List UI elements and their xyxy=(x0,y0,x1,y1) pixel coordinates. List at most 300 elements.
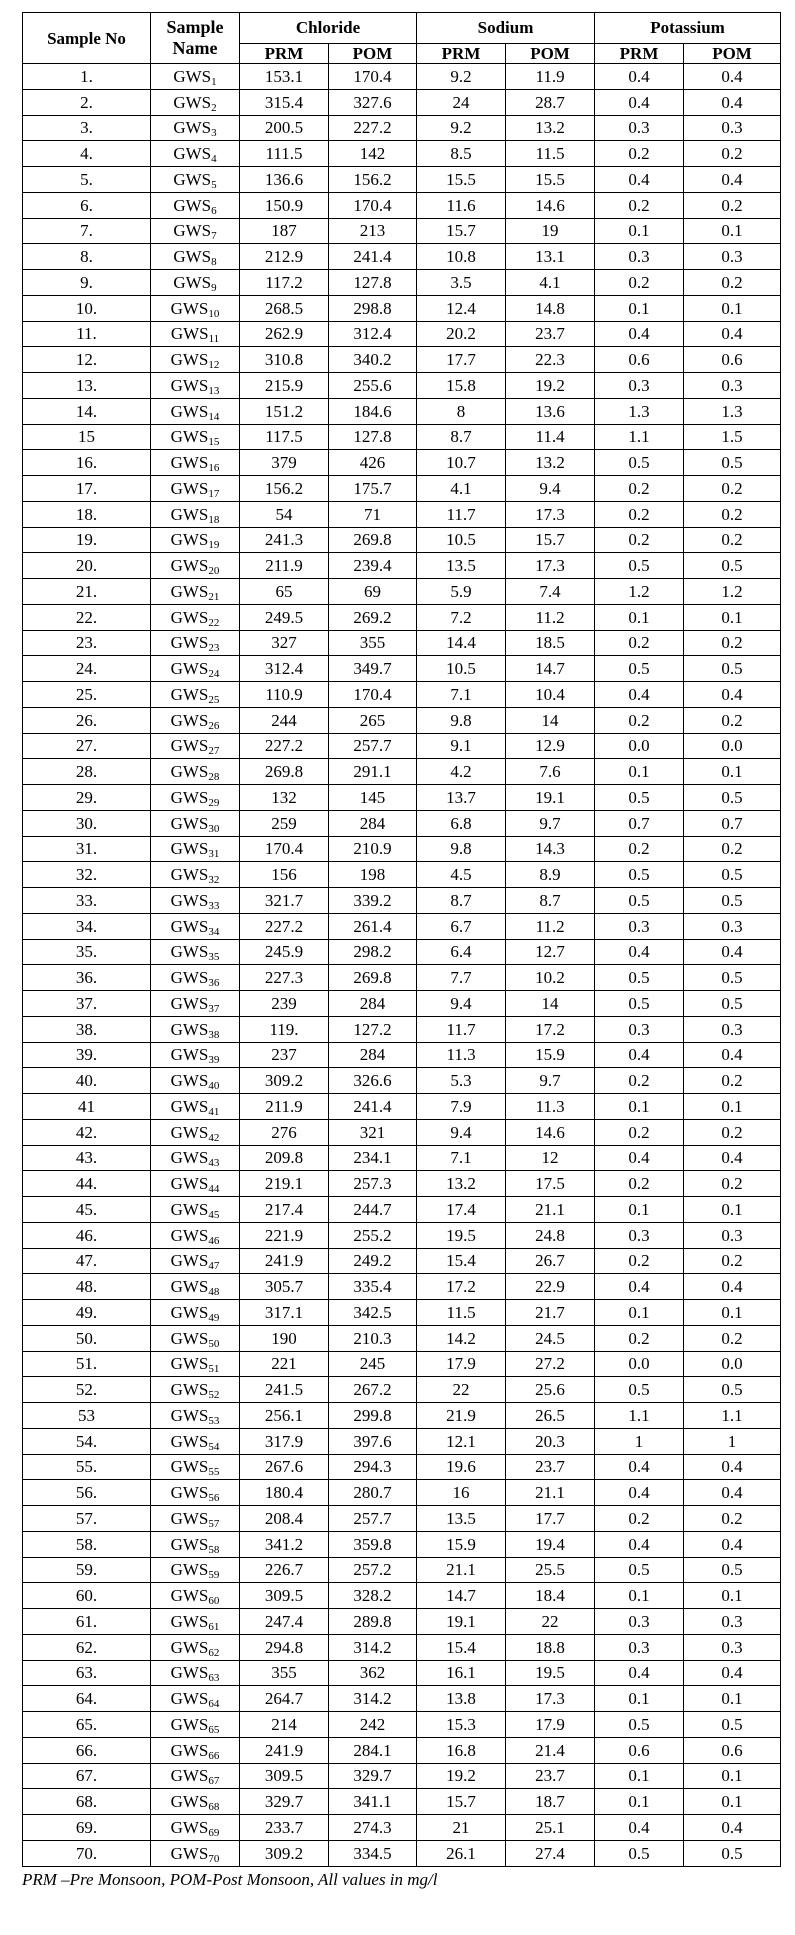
cell-potassium-prm: 0.3 xyxy=(595,1609,684,1635)
cell-chloride-pom: 362 xyxy=(329,1660,417,1686)
cell-potassium-pom: 0.3 xyxy=(684,1609,781,1635)
cell-sample-no: 42. xyxy=(23,1119,151,1145)
cell-chloride-prm: 190 xyxy=(240,1325,329,1351)
cell-sample-name xyxy=(151,1609,240,1635)
cell-potassium-prm: 0.5 xyxy=(595,965,684,991)
cell-potassium-prm: 0.5 xyxy=(595,862,684,888)
cell-sodium-pom: 14.6 xyxy=(506,1119,595,1145)
cell-sodium-prm: 4.1 xyxy=(417,476,506,502)
sample-name-prefix: GWS xyxy=(170,324,209,344)
cell-chloride-prm: 256.1 xyxy=(240,1403,329,1429)
cell-sodium-pom: 11.2 xyxy=(506,913,595,939)
cell-chloride-pom: 269.8 xyxy=(329,965,417,991)
cell-potassium-prm: 0.3 xyxy=(595,115,684,141)
cell-potassium-pom: 0.2 xyxy=(684,630,781,656)
cell-sodium-pom: 9.7 xyxy=(506,1068,595,1094)
cell-sodium-prm: 15.7 xyxy=(417,1789,506,1815)
cell-chloride-pom: 298.2 xyxy=(329,939,417,965)
cell-chloride-prm: 317.1 xyxy=(240,1300,329,1326)
cell-sodium-pom: 12.7 xyxy=(506,939,595,965)
cell-potassium-prm: 0.2 xyxy=(595,1068,684,1094)
cell-sodium-pom: 22.9 xyxy=(506,1274,595,1300)
sample-name-index: 36 xyxy=(208,977,220,990)
cell-chloride-pom: 339.2 xyxy=(329,888,417,914)
sample-name-index: 61 xyxy=(208,1620,220,1633)
cell-sodium-prm: 13.5 xyxy=(417,553,506,579)
sample-name-prefix: GWS xyxy=(170,427,209,447)
cell-potassium-prm: 0.5 xyxy=(595,1377,684,1403)
sample-name-index: 30 xyxy=(208,822,220,835)
cell-sample-no: 32. xyxy=(23,862,151,888)
table-row xyxy=(23,501,781,527)
cell-chloride-pom: 340.2 xyxy=(329,347,417,373)
sample-name-index: 51 xyxy=(208,1363,220,1376)
sample-name-prefix: GWS xyxy=(173,169,212,189)
table-row xyxy=(23,1815,781,1841)
cell-sodium-prm: 17.7 xyxy=(417,347,506,373)
sample-name-index: 25 xyxy=(208,693,220,706)
cell-sample-no: 65. xyxy=(23,1712,151,1738)
cell-chloride-prm: 208.4 xyxy=(240,1506,329,1532)
cell-sample-name xyxy=(151,1068,240,1094)
cell-sample-name xyxy=(151,1789,240,1815)
sample-name-prefix: GWS xyxy=(170,762,209,782)
cell-sodium-prm: 6.7 xyxy=(417,913,506,939)
table-row xyxy=(23,1583,781,1609)
cell-potassium-prm: 0.4 xyxy=(595,1145,684,1171)
cell-sodium-prm: 13.5 xyxy=(417,1506,506,1532)
sample-name-prefix: GWS xyxy=(170,1354,209,1374)
table-row xyxy=(23,553,781,579)
cell-potassium-prm: 0.1 xyxy=(595,1686,684,1712)
table-row xyxy=(23,1197,781,1223)
cell-sample-no: 8. xyxy=(23,244,151,270)
cell-sample-no: 61. xyxy=(23,1609,151,1635)
cell-potassium-pom: 0.5 xyxy=(684,553,781,579)
cell-sodium-pom: 13.6 xyxy=(506,398,595,424)
sample-name-index: 26 xyxy=(208,719,220,732)
cell-potassium-prm: 0.2 xyxy=(595,270,684,296)
cell-sample-name xyxy=(151,244,240,270)
cell-sample-no: 41 xyxy=(23,1094,151,1120)
cell-chloride-pom: 314.2 xyxy=(329,1634,417,1660)
cell-chloride-pom: 327.6 xyxy=(329,89,417,115)
data-table xyxy=(22,12,781,1867)
cell-chloride-pom: 257.7 xyxy=(329,733,417,759)
cell-sample-no: 11. xyxy=(23,321,151,347)
cell-sample-name xyxy=(151,398,240,424)
document xyxy=(22,12,780,1890)
cell-potassium-prm: 1.1 xyxy=(595,1403,684,1429)
cell-chloride-prm: 211.9 xyxy=(240,1094,329,1120)
cell-potassium-pom: 0.5 xyxy=(684,1712,781,1738)
cell-sodium-prm: 10.8 xyxy=(417,244,506,270)
cell-sample-name xyxy=(151,1480,240,1506)
cell-sample-no: 28. xyxy=(23,759,151,785)
cell-chloride-prm: 309.5 xyxy=(240,1583,329,1609)
header-sodium-prm: PRM xyxy=(417,44,506,64)
table-row xyxy=(23,1119,781,1145)
cell-potassium-pom: 0.4 xyxy=(684,1480,781,1506)
cell-chloride-prm: 309.5 xyxy=(240,1763,329,1789)
sample-name-index: 6 xyxy=(211,204,217,217)
cell-sample-name xyxy=(151,270,240,296)
cell-sample-no: 17. xyxy=(23,476,151,502)
sample-name-index: 23 xyxy=(208,642,220,655)
sample-name-index: 55 xyxy=(208,1466,220,1479)
cell-potassium-prm: 1 xyxy=(595,1428,684,1454)
cell-sodium-pom: 4.1 xyxy=(506,270,595,296)
cell-potassium-pom: 0.3 xyxy=(684,373,781,399)
table-row xyxy=(23,167,781,193)
sample-name-prefix: GWS xyxy=(170,684,209,704)
cell-chloride-prm: 153.1 xyxy=(240,64,329,90)
sample-name-prefix: GWS xyxy=(170,1148,209,1168)
cell-sodium-pom: 21.1 xyxy=(506,1480,595,1506)
cell-sodium-prm: 7.1 xyxy=(417,1145,506,1171)
table-row xyxy=(23,579,781,605)
cell-sodium-prm: 15.8 xyxy=(417,373,506,399)
cell-sample-no: 9. xyxy=(23,270,151,296)
sample-name-index: 69 xyxy=(208,1826,220,1839)
sample-name-prefix: GWS xyxy=(170,659,209,679)
cell-sample-name xyxy=(151,1222,240,1248)
table-row xyxy=(23,656,781,682)
cell-sample-name xyxy=(151,1660,240,1686)
cell-chloride-prm: 65 xyxy=(240,579,329,605)
table-row xyxy=(23,1712,781,1738)
cell-sample-name xyxy=(151,1531,240,1557)
cell-potassium-prm: 0.1 xyxy=(595,1300,684,1326)
cell-potassium-pom: 0.2 xyxy=(684,192,781,218)
cell-sodium-pom: 26.5 xyxy=(506,1403,595,1429)
cell-sodium-pom: 28.7 xyxy=(506,89,595,115)
cell-chloride-prm: 227.2 xyxy=(240,733,329,759)
table-row xyxy=(23,1454,781,1480)
cell-potassium-prm: 0.6 xyxy=(595,347,684,373)
header-potassium-prm: PRM xyxy=(595,44,684,64)
sample-name-index: 18 xyxy=(208,513,220,526)
table-row xyxy=(23,64,781,90)
cell-chloride-pom: 335.4 xyxy=(329,1274,417,1300)
cell-sodium-prm: 20.2 xyxy=(417,321,506,347)
cell-sodium-prm: 15.4 xyxy=(417,1634,506,1660)
cell-potassium-prm: 0.2 xyxy=(595,1171,684,1197)
cell-chloride-prm: 239 xyxy=(240,991,329,1017)
sample-name-index: 21 xyxy=(208,590,220,603)
cell-sample-name xyxy=(151,965,240,991)
sample-name-index: 11 xyxy=(208,333,220,346)
table-row xyxy=(23,733,781,759)
cell-sample-no: 16. xyxy=(23,450,151,476)
cell-chloride-prm: 241.9 xyxy=(240,1248,329,1274)
cell-sample-name xyxy=(151,1274,240,1300)
sample-name-prefix: GWS xyxy=(170,1019,209,1039)
table-body xyxy=(23,64,781,1867)
sample-name-index: 24 xyxy=(208,668,220,681)
cell-sample-no: 2. xyxy=(23,89,151,115)
sample-name-prefix: GWS xyxy=(170,1045,209,1065)
sample-name-prefix: GWS xyxy=(170,1277,209,1297)
cell-sample-name xyxy=(151,888,240,914)
table-row xyxy=(23,888,781,914)
cell-sodium-prm: 19.5 xyxy=(417,1222,506,1248)
sample-name-prefix: GWS xyxy=(170,1663,209,1683)
cell-potassium-prm: 0.2 xyxy=(595,527,684,553)
cell-sample-no: 55. xyxy=(23,1454,151,1480)
sample-name-index: 49 xyxy=(208,1311,220,1324)
sample-name-index: 70 xyxy=(208,1852,220,1865)
table-row xyxy=(23,1840,781,1866)
sample-name-prefix: GWS xyxy=(170,1122,209,1142)
table-row xyxy=(23,1274,781,1300)
cell-chloride-pom: 326.6 xyxy=(329,1068,417,1094)
sample-name-index: 58 xyxy=(208,1543,220,1556)
sample-name-prefix: GWS xyxy=(170,504,209,524)
sample-name-prefix: GWS xyxy=(170,710,209,730)
cell-chloride-prm: 247.4 xyxy=(240,1609,329,1635)
cell-sample-name xyxy=(151,1016,240,1042)
cell-sodium-prm: 11.3 xyxy=(417,1042,506,1068)
cell-potassium-pom: 1 xyxy=(684,1428,781,1454)
cell-sample-name xyxy=(151,424,240,450)
sample-name-index: 29 xyxy=(208,796,220,809)
cell-potassium-pom: 0.1 xyxy=(684,759,781,785)
sample-name-index: 52 xyxy=(208,1389,220,1402)
cell-chloride-prm: 119. xyxy=(240,1016,329,1042)
table-row xyxy=(23,1428,781,1454)
table-row xyxy=(23,1506,781,1532)
cell-potassium-prm: 0.4 xyxy=(595,89,684,115)
cell-sample-name xyxy=(151,1325,240,1351)
cell-sample-name xyxy=(151,1351,240,1377)
cell-chloride-prm: 327 xyxy=(240,630,329,656)
cell-sample-no: 59. xyxy=(23,1557,151,1583)
table-row xyxy=(23,476,781,502)
cell-potassium-prm: 0.5 xyxy=(595,656,684,682)
cell-chloride-prm: 110.9 xyxy=(240,682,329,708)
cell-sodium-pom: 21.7 xyxy=(506,1300,595,1326)
cell-chloride-prm: 187 xyxy=(240,218,329,244)
cell-potassium-prm: 0.3 xyxy=(595,1016,684,1042)
cell-chloride-pom: 314.2 xyxy=(329,1686,417,1712)
table-row xyxy=(23,913,781,939)
table-row xyxy=(23,1609,781,1635)
cell-sodium-pom: 25.1 xyxy=(506,1815,595,1841)
cell-sodium-prm: 8.7 xyxy=(417,424,506,450)
cell-chloride-prm: 214 xyxy=(240,1712,329,1738)
cell-sample-no: 40. xyxy=(23,1068,151,1094)
cell-sample-name xyxy=(151,630,240,656)
cell-potassium-pom: 0.4 xyxy=(684,1274,781,1300)
sample-name-prefix: GWS xyxy=(170,1508,209,1528)
cell-sample-name xyxy=(151,295,240,321)
cell-potassium-prm: 1.1 xyxy=(595,424,684,450)
sample-name-index: 62 xyxy=(208,1646,220,1659)
sample-name-prefix: GWS xyxy=(170,1843,209,1863)
cell-potassium-pom: 0.5 xyxy=(684,450,781,476)
cell-chloride-pom: 241.4 xyxy=(329,244,417,270)
cell-sample-no: 56. xyxy=(23,1480,151,1506)
table-row xyxy=(23,1789,781,1815)
cell-sample-no: 63. xyxy=(23,1660,151,1686)
cell-sodium-pom: 14.6 xyxy=(506,192,595,218)
cell-chloride-prm: 217.4 xyxy=(240,1197,329,1223)
cell-potassium-pom: 1.2 xyxy=(684,579,781,605)
cell-sodium-prm: 11.7 xyxy=(417,501,506,527)
cell-sample-name xyxy=(151,1840,240,1866)
cell-sodium-pom: 19.4 xyxy=(506,1531,595,1557)
cell-chloride-pom: 210.3 xyxy=(329,1325,417,1351)
cell-chloride-pom: 170.4 xyxy=(329,682,417,708)
cell-potassium-pom: 0.5 xyxy=(684,1840,781,1866)
cell-chloride-pom: 145 xyxy=(329,785,417,811)
cell-chloride-prm: 227.3 xyxy=(240,965,329,991)
cell-sample-name xyxy=(151,321,240,347)
sample-name-index: 44 xyxy=(208,1183,220,1196)
cell-sample-name xyxy=(151,64,240,90)
cell-chloride-prm: 310.8 xyxy=(240,347,329,373)
cell-sodium-prm: 11.5 xyxy=(417,1300,506,1326)
cell-chloride-pom: 242 xyxy=(329,1712,417,1738)
table-row xyxy=(23,1737,781,1763)
cell-chloride-pom: 426 xyxy=(329,450,417,476)
cell-potassium-pom: 0.5 xyxy=(684,888,781,914)
header-chloride-prm: PRM xyxy=(240,44,329,64)
cell-chloride-pom: 170.4 xyxy=(329,64,417,90)
cell-potassium-prm: 0.1 xyxy=(595,1763,684,1789)
table-row xyxy=(23,321,781,347)
cell-sample-name xyxy=(151,1428,240,1454)
cell-potassium-pom: 0.1 xyxy=(684,1789,781,1815)
cell-sodium-prm: 26.1 xyxy=(417,1840,506,1866)
cell-chloride-pom: 239.4 xyxy=(329,553,417,579)
cell-sodium-pom: 8.9 xyxy=(506,862,595,888)
cell-sodium-prm: 13.7 xyxy=(417,785,506,811)
table-row xyxy=(23,141,781,167)
sample-name-index: 68 xyxy=(208,1801,220,1814)
cell-sodium-prm: 11.6 xyxy=(417,192,506,218)
sample-name-index: 15 xyxy=(208,436,220,449)
cell-potassium-pom: 1.1 xyxy=(684,1403,781,1429)
cell-sodium-pom: 11.9 xyxy=(506,64,595,90)
cell-potassium-prm: 0.7 xyxy=(595,810,684,836)
cell-chloride-pom: 255.6 xyxy=(329,373,417,399)
cell-potassium-pom: 0.4 xyxy=(684,1660,781,1686)
table-row xyxy=(23,218,781,244)
sample-name-prefix: GWS xyxy=(170,1199,209,1219)
sample-name-index: 43 xyxy=(208,1157,220,1170)
sample-name-prefix: GWS xyxy=(170,916,209,936)
cell-chloride-pom: 170.4 xyxy=(329,192,417,218)
sample-name-prefix: GWS xyxy=(170,1534,209,1554)
sample-name-prefix: GWS xyxy=(173,195,212,215)
cell-potassium-pom: 0.1 xyxy=(684,1686,781,1712)
sample-name-prefix: GWS xyxy=(170,401,209,421)
cell-chloride-pom: 342.5 xyxy=(329,1300,417,1326)
cell-chloride-prm: 170.4 xyxy=(240,836,329,862)
cell-potassium-pom: 0.3 xyxy=(684,1222,781,1248)
cell-sample-no: 1. xyxy=(23,64,151,90)
cell-potassium-pom: 0.3 xyxy=(684,244,781,270)
cell-chloride-prm: 180.4 xyxy=(240,1480,329,1506)
cell-potassium-prm: 0.1 xyxy=(595,1789,684,1815)
cell-chloride-prm: 321.7 xyxy=(240,888,329,914)
cell-potassium-prm: 0.4 xyxy=(595,682,684,708)
cell-potassium-prm: 0.3 xyxy=(595,373,684,399)
table-header xyxy=(23,13,781,64)
sample-name-prefix: GWS xyxy=(170,1457,209,1477)
cell-sample-name xyxy=(151,1763,240,1789)
cell-sodium-prm: 19.2 xyxy=(417,1763,506,1789)
table-row xyxy=(23,604,781,630)
cell-sodium-prm: 9.2 xyxy=(417,115,506,141)
cell-chloride-prm: 200.5 xyxy=(240,115,329,141)
sample-name-index: 37 xyxy=(208,1002,220,1015)
header-sample-no: Sample No xyxy=(23,13,151,64)
cell-sodium-prm: 15.7 xyxy=(417,218,506,244)
cell-potassium-pom: 0.4 xyxy=(684,64,781,90)
sample-name-index: 47 xyxy=(208,1260,220,1273)
cell-chloride-pom: 284 xyxy=(329,1042,417,1068)
cell-sample-no: 70. xyxy=(23,1840,151,1866)
sample-name-index: 8 xyxy=(211,256,217,269)
cell-sodium-prm: 9.1 xyxy=(417,733,506,759)
sample-name-prefix: GWS xyxy=(170,607,209,627)
cell-sample-name xyxy=(151,579,240,605)
cell-potassium-pom: 0.1 xyxy=(684,1094,781,1120)
cell-chloride-prm: 211.9 xyxy=(240,553,329,579)
cell-potassium-prm: 0.3 xyxy=(595,1634,684,1660)
cell-chloride-pom: 261.4 xyxy=(329,913,417,939)
cell-sample-no: 26. xyxy=(23,707,151,733)
table-row xyxy=(23,1686,781,1712)
sample-name-prefix: GWS xyxy=(170,736,209,756)
cell-chloride-pom: 291.1 xyxy=(329,759,417,785)
cell-sodium-prm: 15.9 xyxy=(417,1531,506,1557)
cell-potassium-pom: 0.1 xyxy=(684,1583,781,1609)
cell-potassium-prm: 0.3 xyxy=(595,1222,684,1248)
cell-sample-no: 67. xyxy=(23,1763,151,1789)
cell-sodium-pom: 17.3 xyxy=(506,1686,595,1712)
sample-name-index: 1 xyxy=(211,75,217,88)
cell-sample-name xyxy=(151,939,240,965)
cell-potassium-prm: 0.5 xyxy=(595,1712,684,1738)
cell-chloride-pom: 269.2 xyxy=(329,604,417,630)
cell-sample-no: 29. xyxy=(23,785,151,811)
cell-potassium-pom: 0.3 xyxy=(684,1016,781,1042)
table-row xyxy=(23,347,781,373)
sample-name-index: 45 xyxy=(208,1208,220,1221)
cell-potassium-pom: 0.3 xyxy=(684,115,781,141)
cell-potassium-prm: 0.4 xyxy=(595,167,684,193)
table-row xyxy=(23,373,781,399)
cell-potassium-prm: 0.4 xyxy=(595,1815,684,1841)
cell-potassium-pom: 0.3 xyxy=(684,913,781,939)
cell-sample-no: 36. xyxy=(23,965,151,991)
cell-sample-no: 3. xyxy=(23,115,151,141)
cell-potassium-prm: 0.5 xyxy=(595,785,684,811)
cell-potassium-prm: 0.2 xyxy=(595,141,684,167)
sample-name-prefix: GWS xyxy=(170,968,209,988)
table-row xyxy=(23,1145,781,1171)
sample-name-prefix: GWS xyxy=(170,813,209,833)
cell-potassium-pom: 0.5 xyxy=(684,862,781,888)
sample-name-index: 57 xyxy=(208,1517,220,1530)
sample-name-prefix: GWS xyxy=(170,1174,209,1194)
cell-sample-name xyxy=(151,810,240,836)
cell-potassium-pom: 0.2 xyxy=(684,1068,781,1094)
